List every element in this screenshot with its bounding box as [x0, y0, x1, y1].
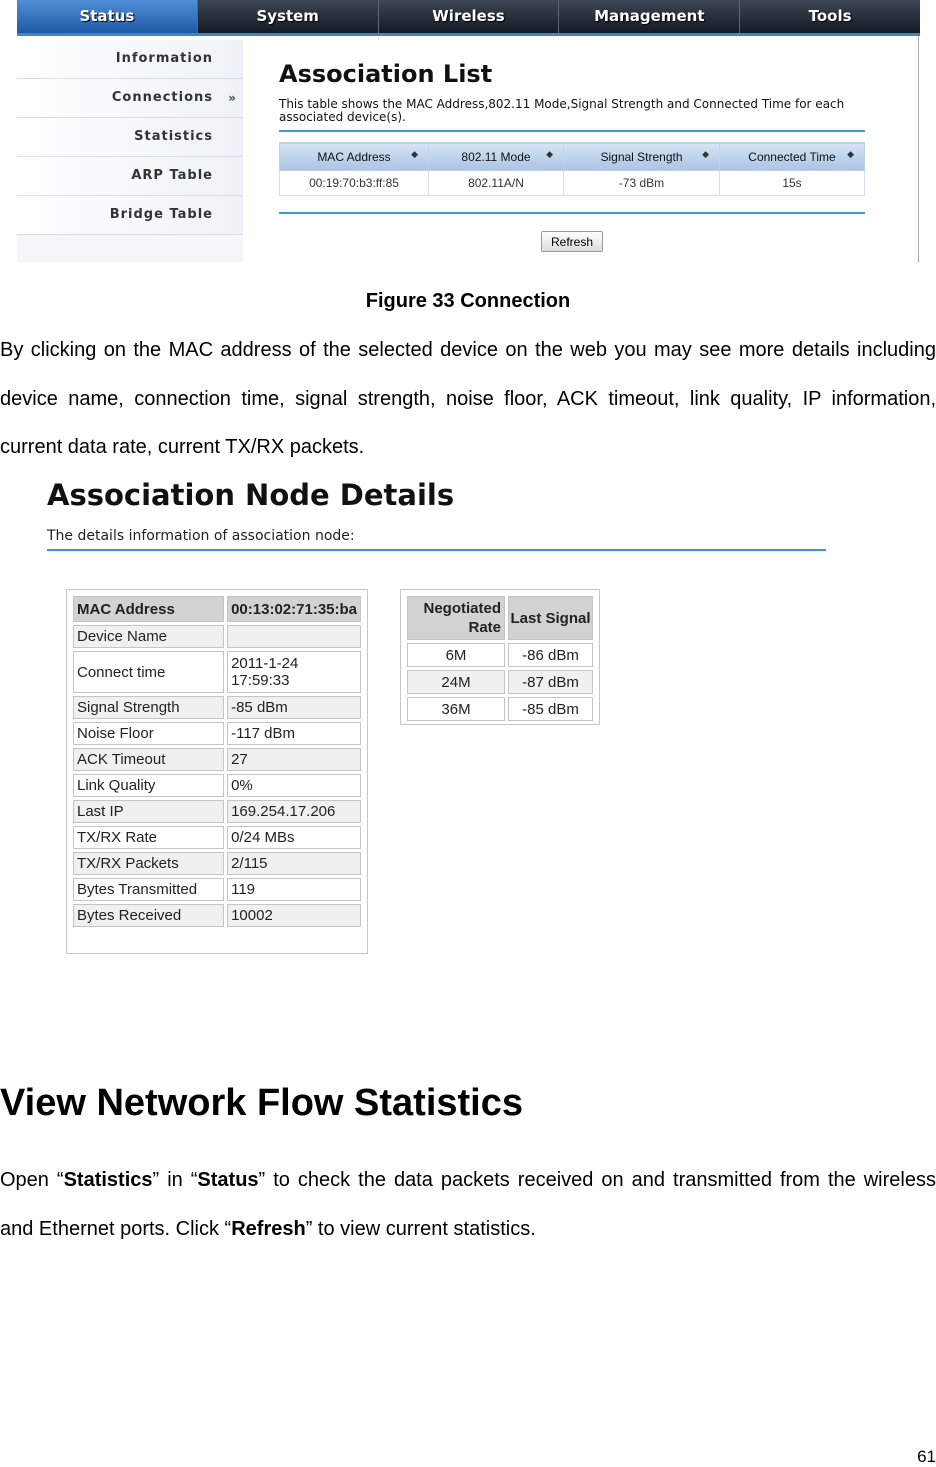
header-label: Signal Strength	[600, 149, 683, 164]
table-cell: 169.254.17.206	[227, 800, 361, 823]
double-chevron-right-icon: »	[228, 91, 237, 105]
table-row	[73, 826, 361, 849]
column-header-mac-address[interactable]	[280, 143, 429, 171]
bold-term: Status	[197, 1169, 259, 1191]
column-header-last-signal: Last Signal	[508, 596, 593, 640]
table-row	[73, 774, 361, 797]
sidebar	[17, 40, 243, 262]
table-row	[73, 878, 361, 901]
tab-tools[interactable]: Tools	[808, 7, 852, 25]
node-details-panel	[66, 589, 368, 954]
table-cell: Bytes Received	[73, 904, 224, 927]
text-line	[0, 1205, 936, 1254]
table-cell: 2/115	[227, 852, 361, 875]
sort-icon[interactable]: ◆	[546, 149, 553, 159]
table-row	[73, 748, 361, 771]
bold-term: Statistics	[63, 1169, 153, 1191]
sidebar-item-information[interactable]	[17, 40, 243, 79]
text-run: ” in “	[152, 1169, 198, 1191]
sidebar-item-label: Bridge Table	[109, 207, 213, 222]
sidebar-item-connections[interactable]	[17, 79, 243, 118]
rate-panel	[400, 589, 600, 725]
tab-management[interactable]: Management	[559, 0, 740, 33]
table-cell: 802.11A/N	[429, 171, 564, 196]
text-run: and Ethernet ports. Click “	[0, 1217, 232, 1240]
table-cell: 0/24 MBs	[227, 826, 361, 849]
table-row	[407, 643, 593, 667]
table-cell: 119	[227, 878, 361, 901]
text-run: ” to check the data packets received on and transmitted from the wireless	[258, 1169, 936, 1191]
header-label: Connected Time	[748, 149, 836, 164]
node-details-description: The details information of association node:	[47, 528, 355, 544]
node-details-table	[70, 593, 364, 930]
table-row	[73, 651, 361, 693]
sidebar-item-label: Connections	[111, 90, 213, 105]
table-cell: Connect time	[73, 651, 224, 693]
main-content	[279, 40, 865, 252]
header-label: Negotiated Rate	[423, 600, 501, 636]
sidebar-item-arp-table[interactable]	[17, 157, 243, 196]
table-cell: 6M	[407, 643, 505, 667]
table-cell: -73 dBm	[564, 171, 720, 196]
table-row	[407, 670, 593, 694]
table-cell: -85 dBm	[508, 697, 593, 721]
mac-address-link[interactable]: 00:19:70:b3:ff:85	[280, 171, 429, 196]
paragraph-statistics	[0, 1156, 936, 1253]
table-cell: -117 dBm	[227, 722, 361, 745]
sort-icon[interactable]: ◆	[411, 149, 418, 159]
table-cell: 27	[227, 748, 361, 771]
table-row	[407, 596, 593, 640]
header-label: MAC Address	[317, 149, 391, 164]
sidebar-item-statistics[interactable]	[17, 118, 243, 157]
section-heading: View Network Flow Statistics	[0, 1082, 524, 1124]
table-cell: -87 dBm	[508, 670, 593, 694]
table-row	[73, 625, 361, 648]
column-header-negotiated-rate	[407, 596, 505, 640]
text-line: current data rate, current TX/RX packets.	[0, 436, 365, 458]
text-line	[0, 1156, 936, 1205]
column-header-mode[interactable]	[429, 143, 564, 171]
tab-system[interactable]: System	[198, 0, 379, 33]
divider	[279, 212, 865, 214]
column-header-connected-time[interactable]	[720, 143, 865, 171]
table-cell: 0%	[227, 774, 361, 797]
table-row	[280, 171, 865, 196]
table-cell: Signal Strength	[73, 696, 224, 719]
table-cell: 36M	[407, 697, 505, 721]
table-cell: TX/RX Rate	[73, 826, 224, 849]
rate-table	[404, 593, 596, 724]
table-cell	[227, 625, 361, 648]
table-row	[73, 852, 361, 875]
page-description: This table shows the MAC Address,802.11 Mode,Signal Strength and Connected Time for each associated device(s).	[279, 97, 845, 124]
header-label: 802.11 Mode	[461, 149, 531, 164]
table-cell: Last IP	[73, 800, 224, 823]
node-details-title: Association Node Details	[47, 478, 455, 512]
table-cell: TX/RX Packets	[73, 852, 224, 875]
tab-status[interactable]: Status	[17, 0, 198, 33]
table-cell: -86 dBm	[508, 643, 593, 667]
table-cell: Bytes Transmitted	[73, 878, 224, 901]
tab-wireless[interactable]: Wireless	[379, 0, 560, 33]
text-line: By clicking on the MAC address of the selected device on the web you may see more details including	[0, 339, 936, 361]
column-header-signal-strength[interactable]	[564, 143, 720, 171]
table-row	[73, 696, 361, 719]
table-cell: 2011-1-24 17:59:33	[227, 651, 361, 693]
sidebar-item-label: Information	[115, 51, 213, 66]
table-cell: Link Quality	[73, 774, 224, 797]
frame-border	[918, 36, 919, 262]
table-row	[73, 596, 361, 622]
table-cell: 10002	[227, 904, 361, 927]
table-row	[73, 800, 361, 823]
divider	[47, 549, 826, 551]
text-line: device name, connection time, signal strength, noise floor, ACK timeout, link quality, IP information,	[0, 387, 936, 410]
association-table	[279, 142, 865, 196]
sidebar-item-bridge-table[interactable]	[17, 196, 243, 235]
refresh-button[interactable]: Refresh	[541, 231, 603, 252]
table-row	[407, 697, 593, 721]
top-nav-bar	[17, 0, 920, 36]
sort-icon[interactable]: ◆	[847, 149, 854, 159]
text-run: Open “	[0, 1169, 64, 1191]
figure-caption: Figure 33 Connection	[365, 290, 571, 312]
table-cell: 24M	[407, 670, 505, 694]
sidebar-item-label: ARP Table	[131, 168, 213, 183]
bold-term: Refresh	[231, 1217, 306, 1240]
sidebar-item-label: Statistics	[134, 129, 213, 144]
table-cell: Device Name	[73, 625, 224, 648]
table-cell: 00:13:02:71:35:ba	[227, 596, 361, 622]
table-cell: 15s	[720, 171, 865, 196]
table-cell: MAC Address	[73, 596, 224, 622]
page-title: Association List	[279, 60, 493, 88]
page-number: 61	[917, 1447, 936, 1466]
association-list-screenshot	[17, 0, 920, 262]
table-cell: Noise Floor	[73, 722, 224, 745]
sort-icon[interactable]: ◆	[702, 149, 709, 159]
table-row	[73, 904, 361, 927]
divider	[279, 130, 865, 132]
paragraph-connection-details	[0, 326, 936, 472]
table-row	[73, 722, 361, 745]
text-run: ” to view current statistics.	[305, 1217, 536, 1240]
table-cell: -85 dBm	[227, 696, 361, 719]
table-cell: ACK Timeout	[73, 748, 224, 771]
